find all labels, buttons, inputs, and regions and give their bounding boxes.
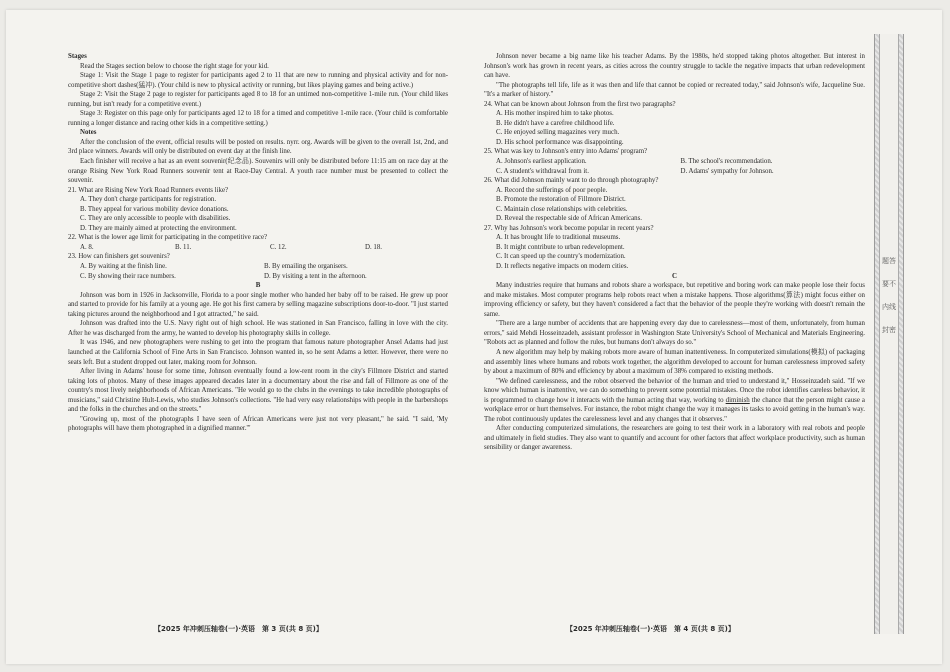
options-row [68, 243, 448, 253]
option: C. A student's withdrawal from it. [496, 167, 589, 175]
underlined-word: diminish [725, 396, 750, 404]
page-3-column [68, 52, 448, 434]
option: C. 12. [270, 243, 287, 251]
passage-paragraph: Many industries require that humans and robots share a workspace, but repetitive and boring work can make people lose their focus and make mistakes. Most computer programs help robots react when a mistake happens. Those algorithms(算法) might focus either on improving efficiency or safety, but they haven't considered a fact that the behavior of the people they're working with doesn't remain the same. [484, 282, 865, 318]
question-21: 21. What are Rising New York Road Runners events like? [68, 186, 229, 194]
option: A. They don't charge participants for registration. [80, 196, 217, 204]
option: C. Maintain close relationships with celebrities. [496, 205, 628, 213]
page-4-column [484, 52, 865, 453]
option: C. It can speed up the country's modernization. [496, 253, 626, 261]
option: C. They are only accessible to people with disabilities. [80, 215, 231, 223]
stage-1-text: Stage 1: Visit the Stage 1 page to register for participants aged 2 to 11 that are new to running and physical activity and for non-competitive short dashes(猛冲). (Your child is new to physical activity or running, but likes playing games and being active.) [68, 72, 448, 89]
passage-paragraph: After conducting computerized simulations, the researchers are going to test their work in a laboratory with real robots and people and ultimately in field studies. They also want to quantify and account for other factors that affect workplace productivity, such as human sensibility or danger awareness. [484, 425, 865, 452]
options-row [68, 272, 448, 282]
notes-paragraph: Each finisher will receive a hat as an event souvenir(纪念品). Souvenirs will only be distributed before 11:15 am on race day at the orange Rising New York Road Runners souvenir tent at Race-Day Central. A youth race number must be presented to collect the souvenir. [68, 158, 448, 185]
page-4-footer: 【2025 年冲刺压轴卷(一)·英语 第 4 页(共 8 页)】 [566, 625, 735, 633]
option: B. By emailing the organisers. [264, 263, 348, 271]
section-c-heading: C [672, 272, 677, 280]
notes-paragraph: After the conclusion of the event, official results will be posted on results. nyrr. org. Awards will be given to the overall 1st, 2nd, and 3rd place winners. Awards will only be distributed on event day at the finish line. [68, 138, 448, 156]
option: A. Record the sufferings of poor people. [496, 186, 608, 194]
option: D. They are mainly aimed at protecting the environment. [80, 224, 237, 232]
passage-paragraph: A new algorithm may help by making robots more aware of human inattentiveness. In computerized simulations(模拟) of packaging and assembly lines where humans and robots work together, the algorithm developed to account for human carelessness improved safety by about a maximum of 80% and efficiency by about a maximum of 38% compared to existing methods. [484, 348, 865, 376]
question-22: 22. What is the lower age limit for participating in the competitive race? [68, 234, 268, 242]
option: D. It reflects negative impacts on modern cities. [496, 263, 629, 271]
option: B. They appeal for various mobility device donations. [80, 205, 229, 213]
option: A. By waiting at the finish line. [80, 263, 167, 271]
stages-intro: Read the Stages section below to choose the right stage for your kid. [80, 62, 269, 70]
passage-paragraph: Johnson was born in 1926 in Jacksonville, Florida to a poor single mother who handed her baby off to be raised. He grew up poor and started to provide for his family at a young age. He got his first camera by selling magazine subscriptions door-to-door. "I just started taking pictures around the neighborhood and I got attracted," he said. [68, 291, 448, 318]
option: B. 11. [175, 243, 192, 251]
option: C. By showing their race numbers. [80, 272, 176, 280]
passage-paragraph [484, 377, 865, 425]
binding-margin [874, 34, 904, 634]
exam-sheet [6, 10, 942, 664]
passage-paragraph: It was 1946, and new photographers were rushing to get into the program that famous nature photographer Ansel Adams had just launched at the California School of Fine Arts in San Francisco. Johnson wanted in, so he sent Adams a letter. However, there were no seats left. But a student dropped out later, making room for Johnson. [68, 339, 448, 366]
option: D. 18. [365, 243, 383, 251]
option: B. The school's recommendation. [680, 158, 773, 166]
option: C. He enjoyed selling magazines very much. [496, 129, 620, 137]
option: D. Reveal the respectable side of African Americans. [496, 215, 642, 223]
option: D. By visiting a tent in the afternoon. [264, 272, 367, 280]
option: A. It has brought life to traditional museums. [496, 234, 621, 242]
options-row [484, 157, 865, 167]
options-row [68, 262, 448, 272]
section-b-heading: B [255, 282, 261, 290]
options-row [484, 167, 865, 177]
option: D. Adams' sympathy for Johnson. [680, 167, 774, 175]
passage-paragraph: After living in Adams' house for some time, Johnson eventually found a low-rent room in the city's Fillmore District and started taking lots of photos. Many of these images appeared decades later in a documentary about the rise and fall of Fillmore as one of the country's most lively neighborhoods of African Americans. "He would go to the clubs in the evenings to take incredible photographs of musicians," said Christine Hult-Lewis, who studies Johnson's collections. "He had very easy relationships with people in the barbershops and the folks in the churches and on the streets." [68, 368, 448, 414]
question-24: 24. What can be known about Johnson from the first two paragraphs? [484, 100, 676, 108]
passage-paragraph: "The photographs tell life, life as it was then and life that cannot be copied or recreated today," said Johnson's wife, Jacqueline Sue. "It's a marker of history." [484, 81, 865, 99]
stages-heading: Stages [68, 53, 87, 60]
question-23: 23. How can finishers get souvenirs? [68, 253, 170, 261]
passage-paragraph: "There are a large number of accidents that are happening every day due to carelessness—most of them, unfortunately, from human errors," said Mehdi Hosseinzadeh, assistant professor in Washington State University's School of Mechanical and Materials Engineering. "Robots act as planned and follow the rules, but humans don't always do so." [484, 320, 865, 347]
option: B. He didn't have a carefree childhood life. [496, 119, 615, 127]
question-27: 27. Why has Johnson's work become popular in recent years? [484, 224, 654, 232]
option: A. Johnson's earliest application. [496, 158, 587, 166]
binding-strip [879, 34, 899, 634]
notes-heading: Notes [80, 129, 97, 137]
passage-paragraph: Johnson never became a big name like his teacher Adams. By the 1980s, he'd stopped taking photos altogether. But interest in Johnson's work has grown in recent years, as cities across the country struggle to tackle the negative impacts that urban redevelopment can have. [484, 53, 865, 80]
option: B. It might contribute to urban redevelopment. [496, 243, 625, 251]
question-25: 25. What was key to Johnson's entry into Adams' program? [484, 148, 648, 156]
question-26: 26. What did Johnson mainly want to do through photography? [484, 177, 659, 185]
text-run: "We defined carelessness, and the robot observed the behavior of the human and tried to understand it," Hosseinzadeh said. "If we know which human is inattentive, we can do something to prevent some potential mistakes. Once the robot identifies careless behavior, it is programmed to change how it interacts with the human acting that way, working to [484, 377, 865, 404]
passage-paragraph: Johnson was drafted into the U.S. Navy right out of high school. He was stationed in San Francisco, falling in love with the city. After he was discharged from the army, he wanted to develop his photography skills in college. [68, 320, 448, 337]
binding-label: 题答要不内线封密 [882, 257, 896, 334]
option: D. His school performance was disappointing. [496, 138, 624, 146]
text-run: the chance that the person might cause a workplace error or hurt themselves. For instance, the robot might change the way it manages its tasks to avoid getting in the human's way. The robot continuously updates the carelessness level and any changes that it observes." [484, 396, 865, 423]
passage-paragraph: "Growing up, most of the photographs I have seen of African Americans were just not very pleasant," he said. "I said, 'My photographs will have them photographed in a dignified manner.'" [68, 415, 448, 433]
page-3-footer: 【2025 年冲刺压轴卷(一)·英语 第 3 页(共 8 页)】 [154, 625, 323, 633]
stage-2-text: Stage 2: Visit the Stage 2 page to register for participants aged 8 to 18 for an untimed non-competitive 1-mile run. (Your child likes running, but isn't ready for a competitive event.) [68, 91, 448, 108]
stage-3-text: Stage 3: Register on this page only for participants aged 12 to 18 for a timed and competitive 1-mile race. (Your child is comfortable running a longer distance and racing other kids in a competitive setting.) [68, 110, 448, 127]
option: A. His mother inspired him to take photos. [496, 110, 614, 118]
option: A. 8. [80, 243, 94, 251]
option: B. Promote the restoration of Fillmore District. [496, 196, 626, 204]
